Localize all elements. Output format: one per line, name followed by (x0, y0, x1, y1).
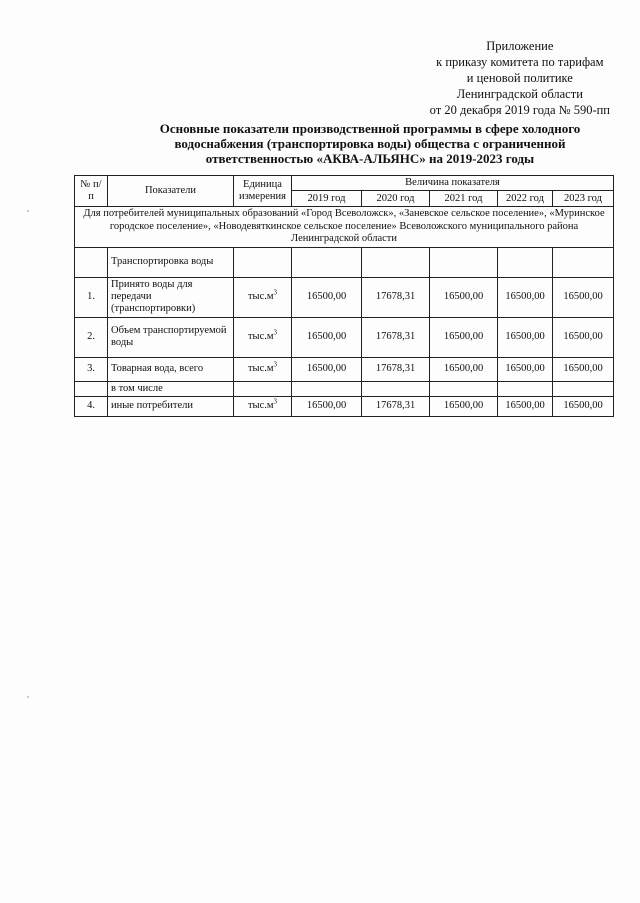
row-value: 17678,31 (362, 396, 430, 416)
table-row (75, 381, 614, 396)
row-value: 17678,31 (362, 357, 430, 381)
appendix-line: к приказу комитета по тарифам (436, 55, 604, 69)
row-value: 17678,31 (362, 277, 430, 317)
table-row (75, 247, 614, 277)
table-row (75, 277, 614, 317)
row-value: 16500,00 (292, 317, 362, 357)
row-num: 3. (75, 357, 108, 381)
header-indicator: Показатели (108, 176, 234, 207)
row-value: 16500,00 (553, 357, 614, 381)
header-year: 2019 год (292, 191, 362, 207)
row-value: 16500,00 (498, 277, 553, 317)
row-value (553, 381, 614, 396)
appendix-line: Приложение (486, 39, 554, 53)
header-year: 2020 год (362, 191, 430, 207)
row-unit: $тыс.м^3$ (234, 317, 292, 357)
row-value: 16500,00 (292, 396, 362, 416)
row-value: 16500,00 (553, 317, 614, 357)
appendix-line: Ленинградской области (456, 87, 583, 101)
row-value: 16500,00 (498, 317, 553, 357)
row-value (362, 247, 430, 277)
row-value: 16500,00 (498, 357, 553, 381)
header-row (75, 176, 614, 191)
row-value: 16500,00 (553, 277, 614, 317)
row-num: 1. (75, 277, 108, 317)
row-value: 16500,00 (292, 277, 362, 317)
row-value (292, 381, 362, 396)
row-num (75, 381, 108, 396)
row-value: 16500,00 (430, 357, 498, 381)
row-value (553, 247, 614, 277)
row-name: иные потребители (108, 396, 234, 416)
row-value (292, 247, 362, 277)
row-value: 16500,00 (292, 357, 362, 381)
row-value: 16500,00 (553, 396, 614, 416)
row-unit (234, 247, 292, 277)
row-value: 16500,00 (430, 277, 498, 317)
group-row (75, 207, 614, 248)
group-label: Для потребителей муниципальных образований «Город Всеволожск», «Заневское сельское поселение», «Муринское городское поселение», «Новодевяткинское сельское поселение» Всеволожского муниципального района Ленинградской области (75, 207, 614, 248)
row-value (362, 381, 430, 396)
row-value (498, 381, 553, 396)
row-num: 2. (75, 317, 108, 357)
row-num (75, 247, 108, 277)
row-value: 16500,00 (430, 317, 498, 357)
header-num: № п/п (75, 176, 108, 207)
row-value (430, 247, 498, 277)
appendix-block (430, 38, 610, 118)
row-value: 17678,31 (362, 317, 430, 357)
scan-speck (27, 210, 29, 212)
scan-speck (27, 696, 29, 698)
row-value (430, 381, 498, 396)
header-year: 2021 год (430, 191, 498, 207)
header-year: 2023 год (553, 191, 614, 207)
appendix-line: от 20 декабря 2019 года № 590-пп (429, 103, 610, 117)
document-title: Основные показатели производственной программы в сфере холодного водоснабжения (транспортировка воды) общества с ограниченной ответственностью «АКВА-АЛЬЯНС» на 2019-2023 годы (159, 121, 581, 166)
row-name: в том числе (108, 381, 234, 396)
appendix-line: и ценовой политике (466, 71, 573, 85)
row-name: Объем транспортируемой воды (108, 317, 234, 357)
header-year: 2022 год (498, 191, 553, 207)
row-value: 16500,00 (430, 396, 498, 416)
header-unit: Единица измерения (234, 176, 292, 207)
row-unit: $тыс.м^3$ (234, 277, 292, 317)
row-unit: $тыс.м^3$ (234, 396, 292, 416)
row-name: Принято воды для передачи (транспортировки) (108, 277, 234, 317)
row-num: 4. (75, 396, 108, 416)
indicators-table (74, 175, 614, 417)
row-unit (234, 381, 292, 396)
row-name: Транспортировка воды (108, 247, 234, 277)
table-row (75, 317, 614, 357)
header-value: Величина показателя (292, 176, 614, 191)
row-unit: $тыс.м^3$ (234, 357, 292, 381)
row-value: 16500,00 (498, 396, 553, 416)
table-row (75, 357, 614, 381)
row-value (498, 247, 553, 277)
table-row (75, 396, 614, 416)
row-name: Товарная вода, всего (108, 357, 234, 381)
